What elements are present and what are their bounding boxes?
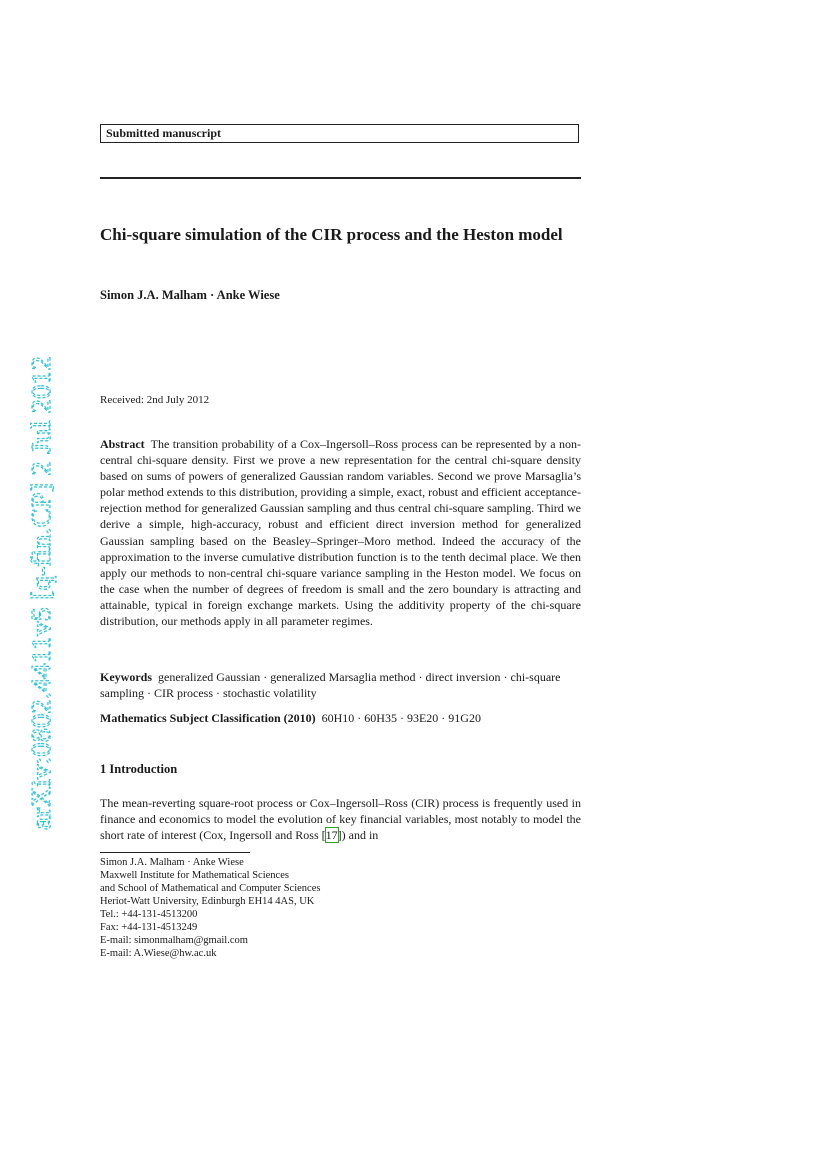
- manuscript-header-box: Submitted manuscript: [100, 124, 579, 143]
- paper-title: Chi-square simulation of the CIR process and the Heston model: [100, 225, 563, 244]
- intro-text: The mean-reverting square-root process or Cox–Ingersoll–Ross (CIR) process is frequently used in finance and economics to model the evolution of key financial variables, most notably to model the short rate of interest (Cox, Ingersoll and Ross [: [100, 796, 581, 843]
- footnote-rule: [100, 852, 250, 853]
- footnote-line: Tel.: +44-131-4513200: [100, 909, 198, 920]
- keywords: [100, 669, 581, 701]
- footnote-line: Simon J.A. Malham · Anke Wiese: [100, 857, 244, 868]
- footnote-line: and School of Mathematical and Computer Sciences: [100, 883, 321, 894]
- footnote-line: Maxwell Institute for Mathematical Sciences: [100, 870, 289, 881]
- footnote-line: E-mail: A.Wiese@hw.ac.uk: [100, 948, 217, 959]
- footnote-line: Heriot-Watt University, Edinburgh EH14 4AS, UK: [100, 896, 315, 907]
- abstract-text: The transition probability of a Cox–Ingersoll–Ross process can be represented by a non-central chi-square density. First we prove a new representation for the central chi-square density based on sums of powers of generalized Gaussian random variables. Second we prove Marsaglia’s polar method extends to this distribution, providing a simple, exact, robust and efficient acceptance-rejection method for generalized Gaussian sampling and thus central chi-square sampling. Third we derive a simple, high-accuracy, robust and efficient direct inversion method for generalized Gaussian sampling based on the Beasley–Springer–Moro method. Indeed the accuracy of the approximation to the inverse cumulative distribution function is to the tenth decimal place. We then apply our methods to non-central chi-square variance sampling in the Heston model. We focus on the case when the number of degrees of freedom is small and the zero boundary is attracting and attainable, typical in foreign exchange markets. Using the additivity property of the chi-square distribution, our methods apply in all parameter regimes.: [100, 437, 581, 629]
- author-footnote: [100, 856, 320, 960]
- footnote-line: E-mail: simonmalham@gmail.com: [100, 935, 248, 946]
- msc-classification: [100, 711, 590, 726]
- introduction-paragraph: [100, 795, 581, 843]
- keywords-label: Keywords: [100, 670, 152, 684]
- section-title-introduction: 1 Introduction: [100, 762, 178, 776]
- received-date: Received: 2nd July 2012: [100, 394, 210, 406]
- intro-text-end: ]) and in: [337, 828, 379, 843]
- title-rule: [100, 177, 581, 179]
- citation-link[interactable]: 17: [325, 828, 338, 843]
- msc-label: Mathematics Subject Classification (2010): [100, 711, 316, 725]
- footnote-line: Fax: +44-131-4513249: [100, 922, 198, 933]
- arxiv-id: arXiv:0802.4411v5 [q-fin.CP] 2 Jul 2012: [25, 375, 56, 830]
- keywords-text: generalized Gaussian · generalized Marsaglia method · direct inversion · chi-square sampling · CIR process · stochastic volatility: [100, 670, 561, 700]
- abstract: [100, 436, 581, 629]
- arxiv-stamp[interactable]: [19, 352, 57, 832]
- authors: Simon J.A. Malham · Anke Wiese: [100, 288, 280, 302]
- msc-codes: 60H10 · 60H35 · 93E20 · 91G20: [321, 711, 481, 725]
- abstract-label: Abstract: [100, 437, 145, 451]
